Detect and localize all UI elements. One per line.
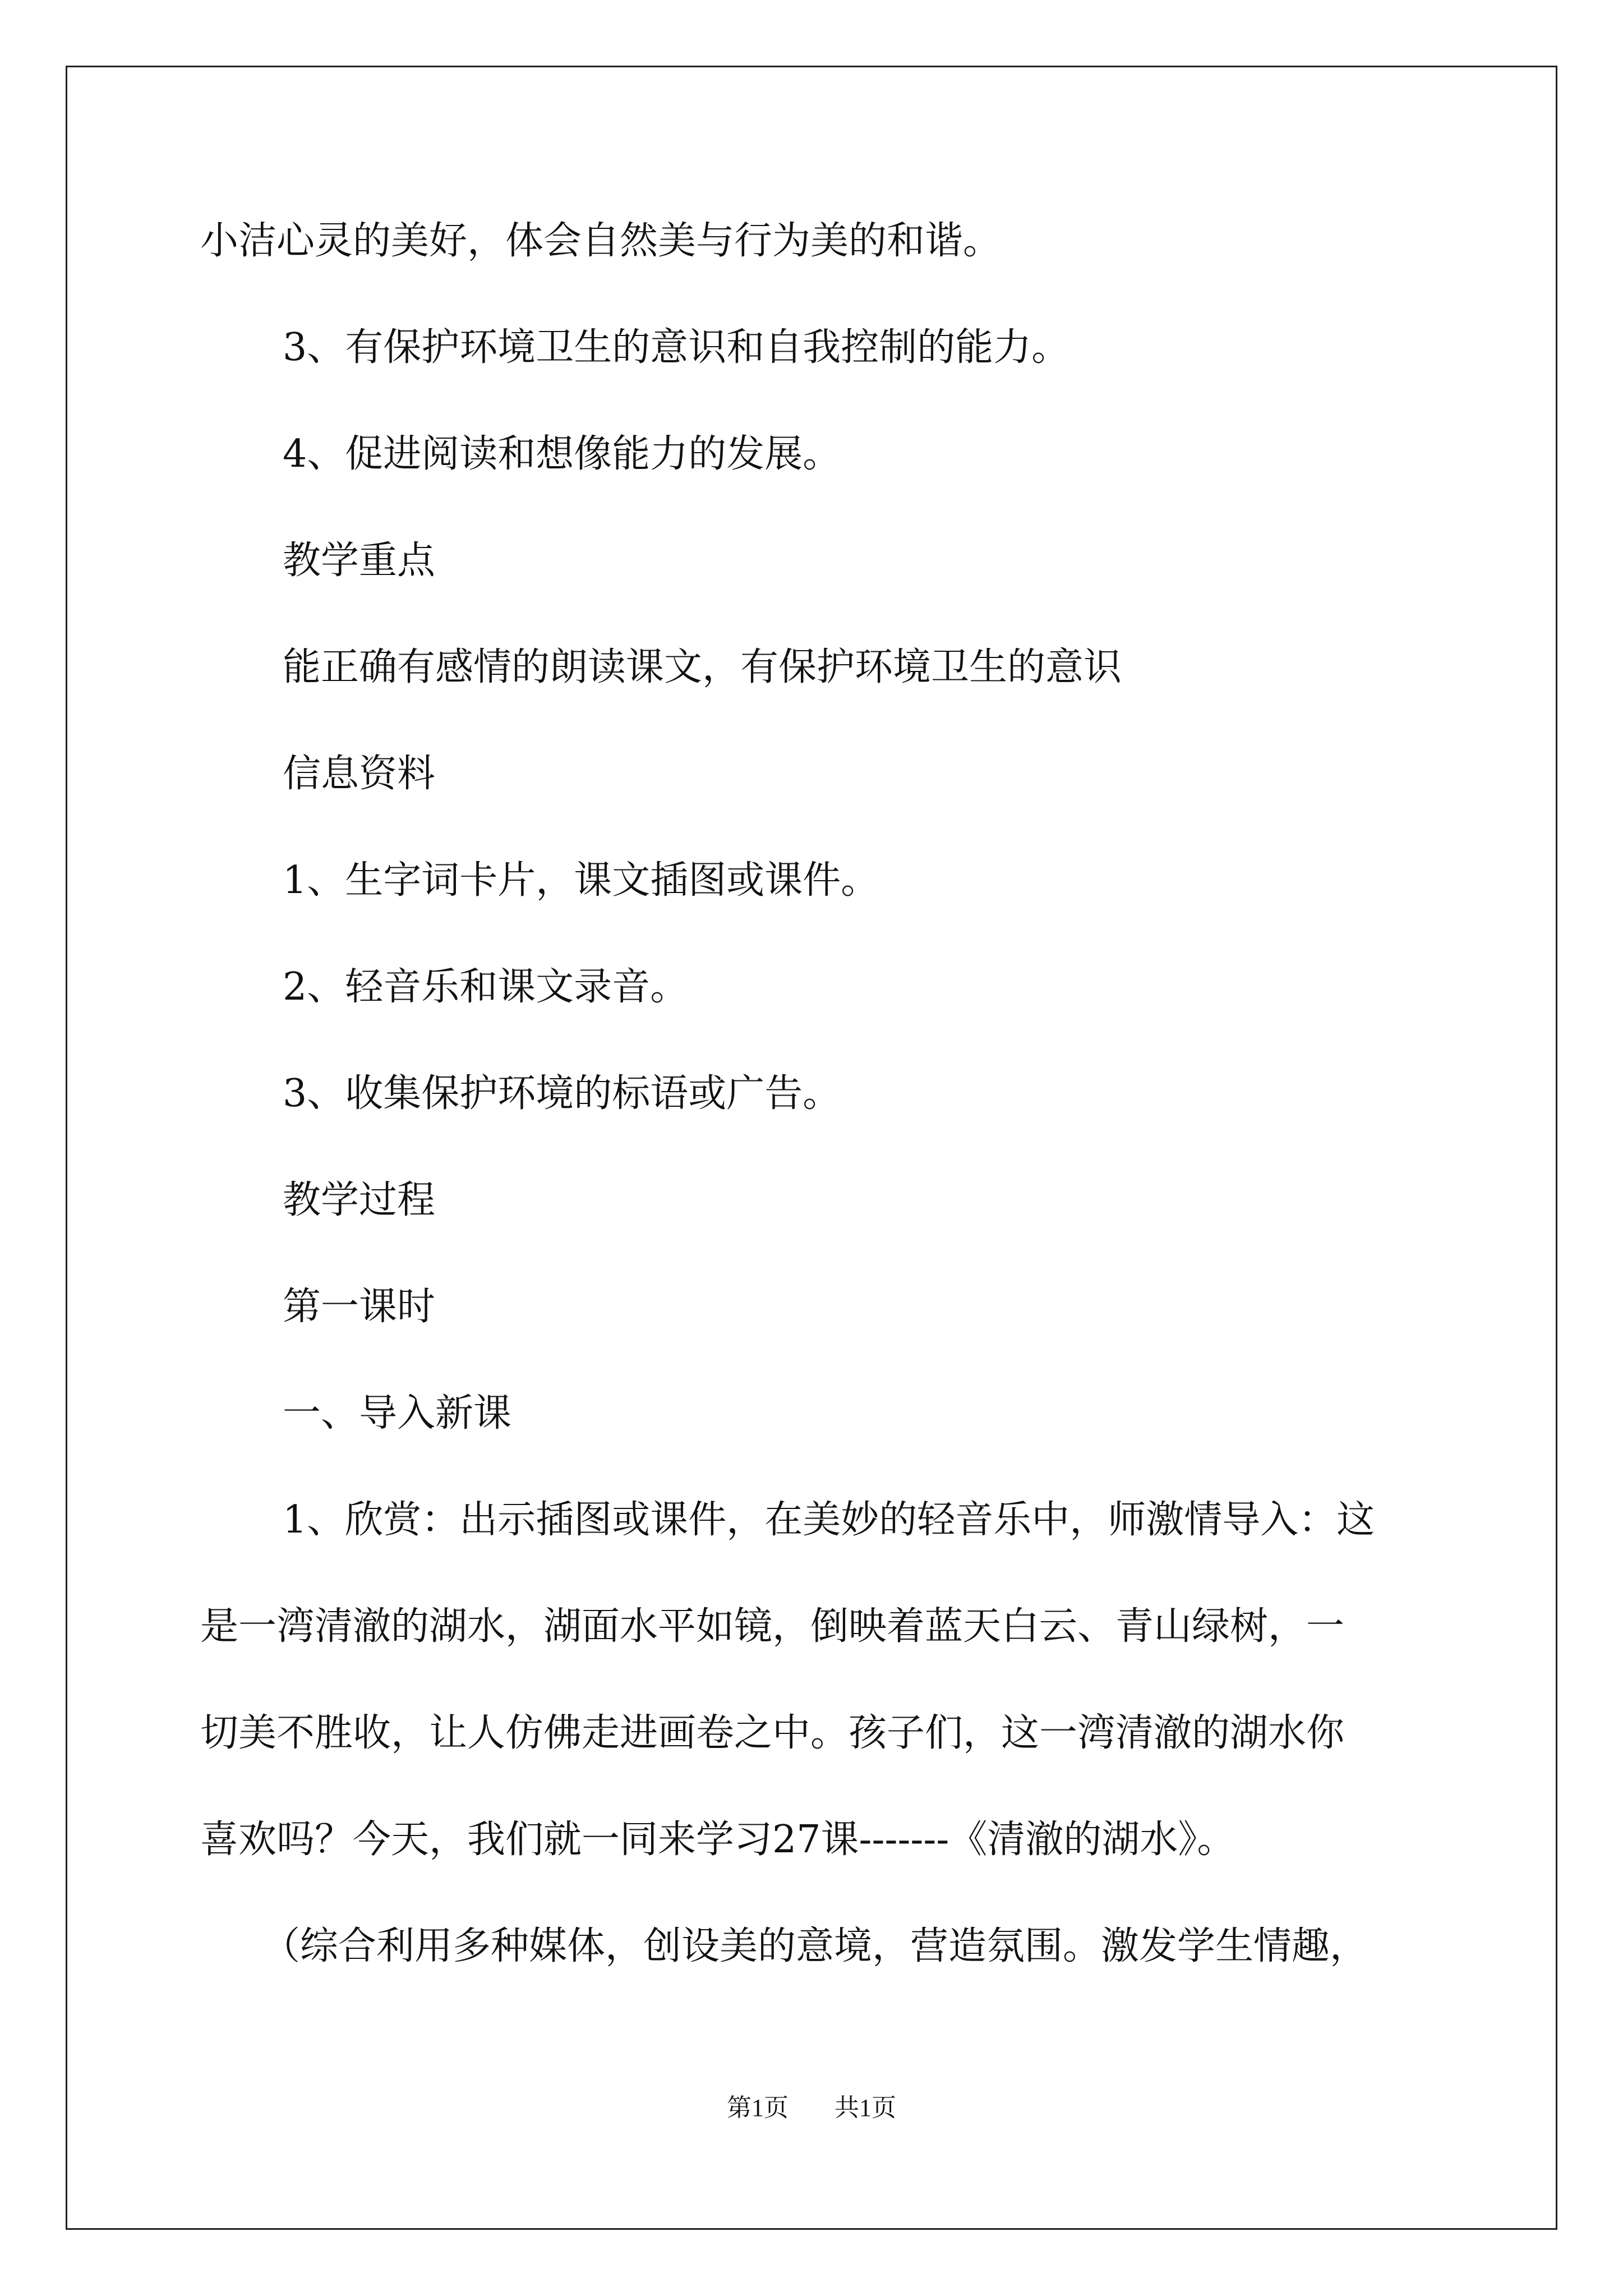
text-line: 喜欢吗？今天，我们就一同来学习27课-------《清澈的湖水》。 <box>200 1818 1235 1862</box>
document-body <box>200 213 1434 1975</box>
text-line: 切美不胜收，让人仿佛走进画卷之中。孩子们，这一湾清澈的湖水你 <box>200 1711 1345 1755</box>
text-line: 3、收集保护环境的标语或广告。 <box>283 1071 841 1116</box>
section-heading: 信息资料 <box>283 752 436 796</box>
text-line: 1、欣赏：出示插图或课件，在美妙的轻音乐中，师激情导入：这 <box>283 1498 1375 1542</box>
page-footer <box>0 2091 1623 2125</box>
section-heading: 第一课时 <box>283 1285 436 1329</box>
section-heading: 教学过程 <box>283 1178 436 1222</box>
text-line: 能正确有感情的朗读课文，有保护环境卫生的意识 <box>283 645 1122 689</box>
text-line: 1、生字词卡片，课文插图或课件。 <box>283 858 879 903</box>
page-number: 第1页 <box>727 2094 789 2122</box>
page-total: 共1页 <box>834 2094 896 2122</box>
text-line: 4、促进阅读和想像能力的发展。 <box>283 432 841 476</box>
section-heading: 教学重点 <box>283 539 436 583</box>
text-line: 小洁心灵的美好，体会自然美与行为美的和谐。 <box>200 219 1002 263</box>
text-line: （综合利用多种媒体，创设美的意境，营造氛围。激发学生情趣， <box>262 1924 1368 1968</box>
text-line: 是一湾清澈的湖水，湖面水平如镜，倒映着蓝天白云、青山绿树，一 <box>200 1604 1345 1649</box>
section-heading: 一、导入新课 <box>283 1391 512 1435</box>
text-line: 3、有保护环境卫生的意识和自我控制的能力。 <box>283 325 1070 370</box>
text-line: 2、轻音乐和课文录音。 <box>283 965 689 1009</box>
